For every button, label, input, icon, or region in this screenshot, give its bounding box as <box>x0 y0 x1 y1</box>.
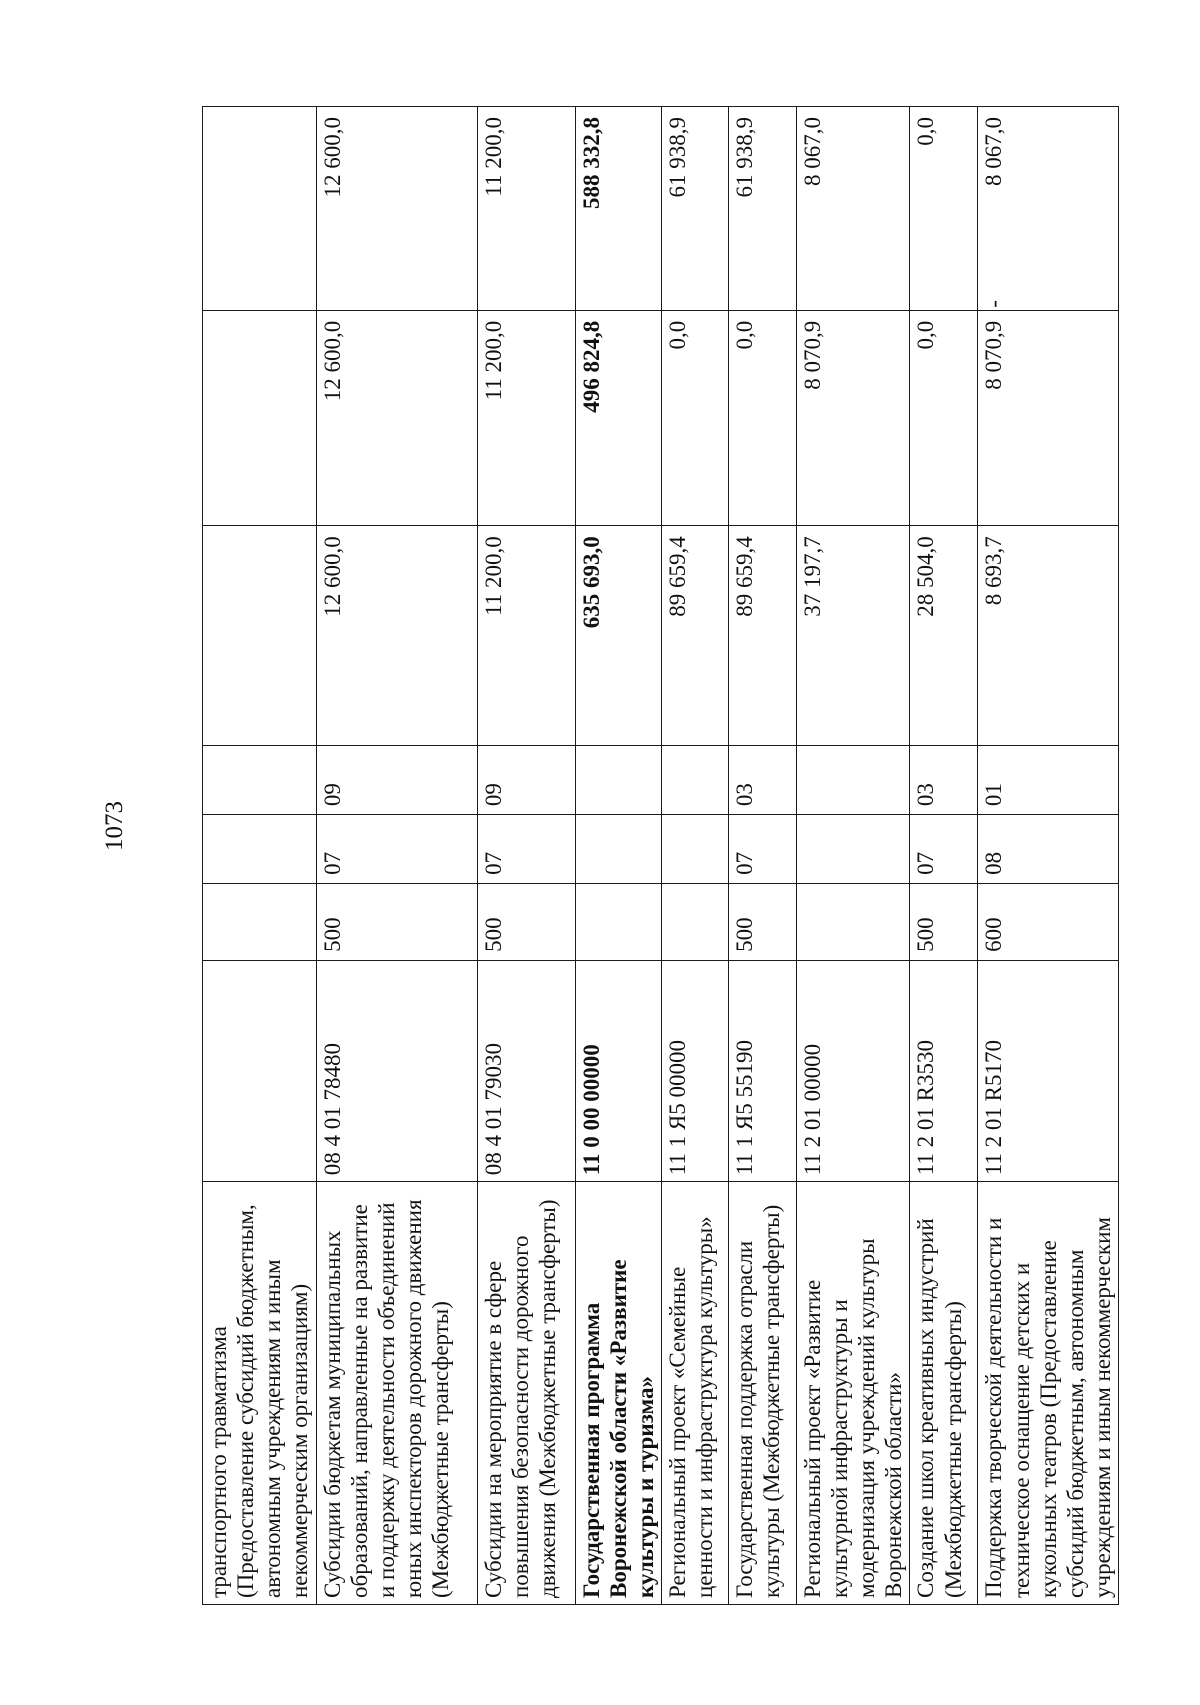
row-code: 08 4 01 79030 <box>477 960 575 1181</box>
row-value-2 <box>203 310 317 526</box>
row-value-3-cell <box>978 107 1119 311</box>
row-code: 11 2 01 R3530 <box>910 960 978 1181</box>
row-vr <box>661 883 728 960</box>
table-row <box>796 107 910 1605</box>
row-value-1: 11 200,0 <box>477 526 575 746</box>
row-value-2: 496 824,8 <box>575 310 661 526</box>
row-pr: 09 <box>477 746 575 815</box>
row-vr <box>575 883 661 960</box>
row-code: 11 0 00 00000 <box>575 960 661 1181</box>
row-code <box>203 960 317 1181</box>
row-vr: 500 <box>728 883 796 960</box>
row-pr <box>203 746 317 815</box>
row-rz <box>203 815 317 884</box>
row-name: Государственная программа Воронежской области «Развитие культуры и туризма» <box>575 1182 661 1605</box>
table-row <box>661 107 728 1605</box>
row-name: Поддержка творческой деятельности и техническое оснащение детских и кукольных театров (Предоставление субсидий бюджетным, автономным учреждениям и иным некоммерческим <box>978 1182 1119 1605</box>
row-value-3: 0,0 <box>910 107 978 311</box>
row-value-2: 12 600,0 <box>316 310 477 526</box>
row-rz <box>661 815 728 884</box>
table-row <box>477 107 575 1605</box>
row-value-3: 8 067,0 <box>796 107 910 311</box>
table-row <box>575 107 661 1605</box>
table-row <box>316 107 477 1605</box>
row-name: Субсидии бюджетам муниципальных образований, направленные на развитие и поддержку деятельности объединений юных инспекторов дорожного движения (Межбюджетные трансферты) <box>316 1182 477 1605</box>
row-value-3: 61 938,9 <box>661 107 728 311</box>
row-rz: 07 <box>728 815 796 884</box>
row-value-1 <box>203 526 317 746</box>
row-rz: 07 <box>477 815 575 884</box>
row-value-1: 28 504,0 <box>910 526 978 746</box>
row-value-2: 11 200,0 <box>477 310 575 526</box>
row-value-3: 12 600,0 <box>316 107 477 311</box>
row-name: Региональный проект «Развитие культурной инфраструктуры и модернизация учреждений культуры Воронежской области» <box>796 1182 910 1605</box>
row-code: 11 1 Я5 55190 <box>728 960 796 1181</box>
row-rz: 07 <box>910 815 978 884</box>
row-pr: 03 <box>728 746 796 815</box>
row-code: 11 1 Я5 00000 <box>661 960 728 1181</box>
row-vr <box>203 883 317 960</box>
row-name: Создание школ креативных индустрий (Межбюджетные трансферты) <box>910 1182 978 1605</box>
row-code: 11 2 01 00000 <box>796 960 910 1181</box>
row-value-1: 37 197,7 <box>796 526 910 746</box>
row-value-1: 12 600,0 <box>316 526 477 746</box>
budget-table <box>202 106 1119 1605</box>
row-pr: 01 <box>978 746 1119 815</box>
row-rz <box>575 815 661 884</box>
row-rz: 08 <box>978 815 1119 884</box>
row-vr: 500 <box>477 883 575 960</box>
row-name: Субсидии на мероприятие в сфере повышения безопасности дорожного движения (Межбюджетные трансферты) <box>477 1182 575 1605</box>
row-pr <box>575 746 661 815</box>
row-vr: 500 <box>316 883 477 960</box>
row-pr <box>661 746 728 815</box>
row-vr <box>796 883 910 960</box>
row-value-2: 8 070,9 <box>796 310 910 526</box>
row-code: 11 2 01 R5170 <box>978 960 1119 1181</box>
row-name: Государственная поддержка отрасли культуры (Межбюджетные трансферты) <box>728 1182 796 1605</box>
row-vr: 500 <box>910 883 978 960</box>
row-value-3: 11 200,0 <box>477 107 575 311</box>
table-row <box>978 107 1119 1605</box>
row-value-3: 61 938,9 <box>728 107 796 311</box>
row-name: Региональный проект «Семейные ценности и инфраструктура культуры» <box>661 1182 728 1605</box>
row-pr: 09 <box>316 746 477 815</box>
table-row <box>728 107 796 1605</box>
row-value-3: 8 067,0 <box>981 117 1007 186</box>
row-value-3 <box>203 107 317 311</box>
rotated-table-wrapper <box>202 106 1115 1605</box>
row-value-1: 89 659,4 <box>661 526 728 746</box>
row-rz: 07 <box>316 815 477 884</box>
row-vr: 600 <box>978 883 1119 960</box>
row-value-1: 635 693,0 <box>575 526 661 746</box>
row-value-1: 8 693,7 <box>978 526 1119 746</box>
row-pr: 03 <box>910 746 978 815</box>
row-value-1: 89 659,4 <box>728 526 796 746</box>
table-row <box>910 107 978 1605</box>
row-name: транспортного травматизма (Предоставление субсидий бюджетным, автономным учреждениям и иным некоммерческим организациям) <box>203 1182 317 1605</box>
row-value-2: 0,0 <box>661 310 728 526</box>
page-number: 1073 <box>101 801 128 851</box>
row-value-2: 8 070,9 <box>978 310 1119 526</box>
stray-mark: - <box>981 300 1007 308</box>
row-code: 08 4 01 78480 <box>316 960 477 1181</box>
row-value-2: 0,0 <box>910 310 978 526</box>
row-value-3: 588 332,8 <box>575 107 661 311</box>
row-value-2: 0,0 <box>728 310 796 526</box>
row-rz <box>796 815 910 884</box>
row-pr <box>796 746 910 815</box>
table-row <box>203 107 317 1605</box>
